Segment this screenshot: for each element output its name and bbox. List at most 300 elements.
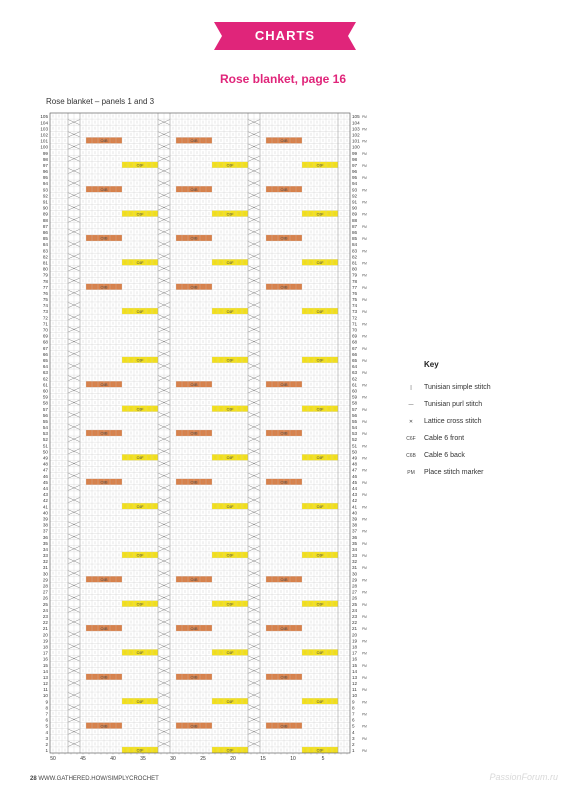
row-number-left: 58 <box>42 400 48 406</box>
row-number-right: 83 <box>352 248 358 254</box>
row-number-right: 71 <box>352 321 358 327</box>
cable-6-back-label: C6B <box>280 675 288 680</box>
row-number-left: 26 <box>42 595 48 601</box>
place-marker-label: PM <box>362 261 367 266</box>
row-number-right: 79 <box>352 272 358 278</box>
row-number-left: 49 <box>42 455 48 461</box>
row-number-right: 43 <box>352 492 358 498</box>
row-number-right: 85 <box>352 236 358 242</box>
banner-title: CHARTS <box>254 28 316 43</box>
cable-6-back-label: C6B <box>190 139 198 144</box>
cable-6-front-label: C6F <box>136 358 144 363</box>
row-number-right: 58 <box>352 400 358 406</box>
place-marker-label: PM <box>362 554 367 559</box>
row-number-left: 101 <box>40 138 48 144</box>
row-number-left: 3 <box>45 735 48 741</box>
row-number-left: 77 <box>42 284 48 290</box>
row-number-left: 71 <box>42 321 48 327</box>
row-number-left: 80 <box>42 266 48 272</box>
row-number-right: 11 <box>352 687 357 693</box>
key-title: Key <box>424 360 439 369</box>
cable-6-front-label: C6F <box>136 309 144 314</box>
key-label: Tunisian simple stitch <box>424 384 491 391</box>
cable-6-front-label: C6F <box>316 651 324 656</box>
row-number-right: 64 <box>352 364 358 370</box>
cable-6-back-label: C6B <box>280 187 288 192</box>
place-marker-label: PM <box>362 444 367 449</box>
row-number-right: 102 <box>352 132 360 138</box>
row-number-left: 41 <box>42 504 48 510</box>
cable-6-front-label: C6F <box>226 407 234 412</box>
row-number-left: 31 <box>42 565 48 571</box>
place-marker-label: PM <box>362 237 367 242</box>
row-number-right: 20 <box>352 632 358 638</box>
cable-6-back-label: C6B <box>280 578 288 583</box>
cable-6-back-label: C6B <box>190 626 198 631</box>
place-marker-label: PM <box>362 395 367 400</box>
place-marker-label: PM <box>362 200 367 205</box>
row-number-left: 39 <box>42 516 48 522</box>
row-number-left: 96 <box>42 169 48 175</box>
row-number-left: 78 <box>42 278 48 284</box>
cable-6-back-label: C6B <box>100 382 108 387</box>
place-marker-label: PM <box>362 334 367 339</box>
row-number-right: 55 <box>352 418 358 424</box>
row-number-right: 81 <box>352 260 358 266</box>
cable-6-front-label: C6F <box>316 504 324 509</box>
row-number-left: 36 <box>42 534 48 540</box>
row-number-left: 27 <box>42 589 48 595</box>
cable-6-front-label: C6F <box>226 212 234 217</box>
row-number-left: 19 <box>42 638 48 644</box>
row-number-right: 19 <box>352 638 358 644</box>
place-marker-label: PM <box>362 651 367 656</box>
cable-6-front-label: C6F <box>316 456 324 461</box>
row-number-left: 9 <box>45 699 48 705</box>
cable-6-front-label: C6F <box>226 651 234 656</box>
cable-6-back-label: C6B <box>190 724 198 729</box>
place-marker-label: PM <box>362 590 367 595</box>
row-number-left: 84 <box>42 242 48 248</box>
row-number-left: 61 <box>42 382 48 388</box>
place-marker-label: PM <box>362 663 367 668</box>
row-number-left: 30 <box>42 571 48 577</box>
bottom-axis-label: 5 <box>321 756 325 762</box>
cable-6-front-label: C6F <box>226 748 234 753</box>
row-number-left: 66 <box>42 351 48 357</box>
row-number-left: 46 <box>42 473 48 479</box>
row-number-left: 73 <box>42 309 48 315</box>
bottom-axis-label: 15 <box>260 756 266 762</box>
bottom-axis-label: 50 <box>50 756 56 762</box>
row-number-right: 25 <box>352 601 358 607</box>
key-item-pm <box>400 464 560 481</box>
row-number-right: 100 <box>352 144 360 150</box>
row-number-right: 30 <box>352 571 358 577</box>
cable-6-back-label: C6B <box>280 724 288 729</box>
cable-6-front-label: C6F <box>316 699 324 704</box>
row-number-left: 47 <box>42 467 48 473</box>
row-number-left: 2 <box>45 742 48 748</box>
row-number-left: 45 <box>42 479 48 485</box>
row-number-left: 81 <box>42 260 48 266</box>
row-number-right: 39 <box>352 516 358 522</box>
place-marker-label: PM <box>362 517 367 522</box>
row-number-right: 46 <box>352 473 358 479</box>
row-number-right: 10 <box>352 693 358 699</box>
key-item-c6b <box>400 447 560 464</box>
row-number-right: 104 <box>352 120 360 126</box>
row-number-left: 32 <box>42 559 48 565</box>
row-number-left: 83 <box>42 248 48 254</box>
place-marker-label: PM <box>362 529 367 534</box>
place-marker-label: PM <box>362 212 367 217</box>
cable-6-front-label: C6F <box>226 309 234 314</box>
place-marker-label: PM <box>362 639 367 644</box>
place-marker-label: PM <box>362 456 367 461</box>
bottom-axis-label: 30 <box>170 756 176 762</box>
row-number-right: 56 <box>352 412 358 418</box>
row-number-left: 29 <box>42 577 48 583</box>
key-item-lattice <box>400 413 560 430</box>
row-number-left: 18 <box>42 644 48 650</box>
cable-6-front-label: C6F <box>136 602 144 607</box>
cable-6-back-label: C6B <box>100 626 108 631</box>
place-marker-label: PM <box>362 285 367 290</box>
place-marker-label: PM <box>362 688 367 693</box>
row-number-left: 98 <box>42 156 48 162</box>
place-marker-label: PM <box>362 310 367 315</box>
row-number-left: 37 <box>42 528 48 534</box>
cable-6-back-label: C6B <box>280 480 288 485</box>
cable-6-back-label: C6B <box>280 285 288 290</box>
cable-6-front-label: C6F <box>226 553 234 558</box>
cable-6-front-label: C6F <box>136 163 144 168</box>
row-number-right: 6 <box>352 717 355 723</box>
cable-6-back-label: C6B <box>100 236 108 241</box>
row-number-right: 18 <box>352 644 358 650</box>
row-number-left: 7 <box>45 711 48 717</box>
key-label: Cable 6 front <box>424 435 465 442</box>
place-marker-label: PM <box>362 322 367 327</box>
row-number-right: 76 <box>352 290 358 296</box>
row-number-right: 61 <box>352 382 358 388</box>
lattice-cross-icon: ✕ <box>408 418 414 425</box>
tss-symbol-icon: | <box>410 384 412 391</box>
footer-url[interactable]: WWW.GATHERED.HOW/SIMPLYCROCHET <box>38 776 159 782</box>
row-number-left: 14 <box>42 668 48 674</box>
row-number-right: 92 <box>352 193 358 199</box>
place-marker-label: PM <box>362 188 367 193</box>
row-number-left: 54 <box>42 425 48 431</box>
row-number-right: 69 <box>352 333 358 339</box>
cable-6-front-label: C6F <box>316 602 324 607</box>
place-marker-label: PM <box>362 432 367 437</box>
row-number-right: 51 <box>352 443 358 449</box>
row-number-left: 59 <box>42 394 48 400</box>
row-number-left: 85 <box>42 236 48 242</box>
cable-6-back-label: C6B <box>100 285 108 290</box>
row-number-left: 87 <box>42 223 48 229</box>
page-number: 28 <box>30 776 37 782</box>
row-number-right: 91 <box>352 199 358 205</box>
row-number-right: 36 <box>352 534 358 540</box>
row-number-left: 24 <box>42 607 48 613</box>
row-number-left: 67 <box>42 345 48 351</box>
row-number-right: 77 <box>352 284 358 290</box>
key-item-tps <box>400 396 560 413</box>
row-number-right: 101 <box>352 138 360 144</box>
place-marker-label: PM <box>362 224 367 229</box>
row-number-left: 91 <box>42 199 48 205</box>
row-number-right: 31 <box>352 565 358 571</box>
row-number-right: 12 <box>352 681 358 687</box>
place-marker-label: PM <box>362 249 367 254</box>
page-footer <box>30 776 159 782</box>
row-number-left: 51 <box>42 443 48 449</box>
row-number-right: 60 <box>352 388 358 394</box>
cable-6-back-label: C6B <box>190 675 198 680</box>
row-number-left: 38 <box>42 522 48 528</box>
row-number-left: 34 <box>42 546 48 552</box>
row-number-right: 13 <box>352 674 358 680</box>
row-number-left: 69 <box>42 333 48 339</box>
c6f-symbol: C6F <box>406 435 416 442</box>
row-number-left: 8 <box>45 705 48 711</box>
row-number-right: 97 <box>352 162 358 168</box>
row-number-right: 86 <box>352 230 358 236</box>
row-number-left: 105 <box>40 114 48 120</box>
cable-6-back-label: C6B <box>100 139 108 144</box>
row-number-right: 96 <box>352 169 358 175</box>
cable-6-front-label: C6F <box>136 553 144 558</box>
chart-key <box>400 360 560 481</box>
place-marker-label: PM <box>362 407 367 412</box>
row-number-left: 15 <box>42 662 48 668</box>
row-number-right: 45 <box>352 479 358 485</box>
row-number-right: 94 <box>352 181 358 187</box>
row-number-right: 99 <box>352 150 358 156</box>
cable-6-front-label: C6F <box>226 163 234 168</box>
row-number-right: 4 <box>352 729 355 735</box>
row-number-right: 88 <box>352 217 358 223</box>
cable-6-front-label: C6F <box>316 163 324 168</box>
row-number-right: 78 <box>352 278 358 284</box>
page-subtitle: Rose blanket, page 16 <box>219 72 347 86</box>
row-number-left: 89 <box>42 211 48 217</box>
cable-6-back-label: C6B <box>190 236 198 241</box>
place-marker-label: PM <box>362 468 367 473</box>
cable-6-back-label: C6B <box>100 187 108 192</box>
row-number-left: 70 <box>42 327 48 333</box>
row-number-right: 93 <box>352 187 358 193</box>
row-number-left: 40 <box>42 510 48 516</box>
row-number-left: 97 <box>42 162 48 168</box>
key-label: Place stitch marker <box>424 469 484 476</box>
key-item-tss <box>400 379 560 396</box>
place-marker-label: PM <box>362 627 367 632</box>
c6b-symbol: C6B <box>406 452 416 459</box>
row-number-right: 80 <box>352 266 358 272</box>
row-number-right: 1 <box>352 748 355 754</box>
row-number-left: 52 <box>42 437 48 443</box>
row-number-right: 40 <box>352 510 358 516</box>
cable-6-front-label: C6F <box>226 358 234 363</box>
place-marker-label: PM <box>362 139 367 144</box>
cable-6-front-label: C6F <box>316 748 324 753</box>
row-number-right: 63 <box>352 370 358 376</box>
row-number-right: 105 <box>352 114 360 120</box>
cable-6-back-label: C6B <box>190 431 198 436</box>
row-number-right: 34 <box>352 546 358 552</box>
tps-symbol-icon: — <box>408 401 414 408</box>
cable-6-back-label: C6B <box>100 431 108 436</box>
row-number-right: 21 <box>352 626 358 632</box>
cable-6-back-label: C6B <box>100 724 108 729</box>
row-number-left: 104 <box>40 120 48 126</box>
row-number-right: 73 <box>352 309 358 315</box>
row-number-right: 59 <box>352 394 358 400</box>
cable-6-back-label: C6B <box>280 431 288 436</box>
watermark: PassionForum.ru <box>489 772 558 782</box>
cable-6-front-label: C6F <box>136 651 144 656</box>
row-number-right: 72 <box>352 315 358 321</box>
cable-6-front-label: C6F <box>316 407 324 412</box>
row-number-right: 49 <box>352 455 358 461</box>
row-number-left: 10 <box>42 693 48 699</box>
row-number-right: 48 <box>352 461 358 467</box>
cable-6-front-label: C6F <box>316 553 324 558</box>
row-number-right: 90 <box>352 205 358 211</box>
row-number-right: 68 <box>352 339 358 345</box>
row-number-left: 4 <box>45 729 48 735</box>
row-number-right: 74 <box>352 303 358 309</box>
key-item-c6f <box>400 430 560 447</box>
cable-6-front-label: C6F <box>136 456 144 461</box>
row-number-left: 60 <box>42 388 48 394</box>
row-number-left: 33 <box>42 553 48 559</box>
cable-6-front-label: C6F <box>136 407 144 412</box>
row-number-left: 16 <box>42 656 48 662</box>
row-number-right: 7 <box>352 711 355 717</box>
row-number-right: 32 <box>352 559 358 565</box>
row-number-right: 52 <box>352 437 358 443</box>
row-number-right: 54 <box>352 425 358 431</box>
cable-6-front-label: C6F <box>136 748 144 753</box>
bottom-axis-label: 45 <box>80 756 86 762</box>
row-number-left: 44 <box>42 486 48 492</box>
row-number-right: 17 <box>352 650 358 656</box>
row-number-left: 94 <box>42 181 48 187</box>
row-number-right: 15 <box>352 662 358 668</box>
row-number-left: 56 <box>42 412 48 418</box>
row-number-right: 57 <box>352 406 358 412</box>
pm-symbol: PM <box>407 469 415 476</box>
row-number-right: 23 <box>352 614 358 620</box>
row-number-left: 82 <box>42 254 48 260</box>
row-number-right: 95 <box>352 175 358 181</box>
row-number-left: 12 <box>42 681 48 687</box>
cable-6-front-label: C6F <box>316 212 324 217</box>
key-label: Cable 6 back <box>424 452 465 459</box>
row-number-right: 8 <box>352 705 355 711</box>
place-marker-label: PM <box>362 115 367 120</box>
row-number-right: 62 <box>352 376 358 382</box>
row-number-left: 99 <box>42 150 48 156</box>
row-number-right: 84 <box>352 242 358 248</box>
place-marker-label: PM <box>362 419 367 424</box>
row-number-right: 103 <box>352 126 360 132</box>
bottom-axis-label: 10 <box>290 756 296 762</box>
cable-6-back-label: C6B <box>190 285 198 290</box>
bottom-axis-label: 40 <box>110 756 116 762</box>
place-marker-label: PM <box>362 675 367 680</box>
place-marker-label: PM <box>362 359 367 364</box>
row-number-right: 53 <box>352 431 358 437</box>
cable-6-back-label: C6B <box>190 578 198 583</box>
row-number-right: 50 <box>352 449 358 455</box>
cable-6-front-label: C6F <box>226 699 234 704</box>
cable-6-front-label: C6F <box>226 602 234 607</box>
place-marker-label: PM <box>362 163 367 168</box>
place-marker-label: PM <box>362 371 367 376</box>
place-marker-label: PM <box>362 480 367 485</box>
cable-6-front-label: C6F <box>136 212 144 217</box>
row-number-left: 57 <box>42 406 48 412</box>
row-number-right: 3 <box>352 735 355 741</box>
row-number-right: 82 <box>352 254 358 260</box>
row-number-right: 41 <box>352 504 358 510</box>
row-number-left: 102 <box>40 132 48 138</box>
bottom-axis-label: 25 <box>200 756 206 762</box>
row-number-right: 27 <box>352 589 358 595</box>
row-number-right: 5 <box>352 723 355 729</box>
row-number-right: 98 <box>352 156 358 162</box>
row-number-left: 76 <box>42 290 48 296</box>
cable-6-back-label: C6B <box>190 187 198 192</box>
cable-6-back-label: C6B <box>100 578 108 583</box>
cable-6-back-label: C6B <box>100 480 108 485</box>
row-number-right: 70 <box>352 327 358 333</box>
place-marker-label: PM <box>362 505 367 510</box>
row-number-left: 53 <box>42 431 48 437</box>
row-number-left: 28 <box>42 583 48 589</box>
row-number-right: 37 <box>352 528 358 534</box>
row-number-left: 42 <box>42 498 48 504</box>
cable-6-front-label: C6F <box>136 261 144 266</box>
row-number-right: 28 <box>352 583 358 589</box>
row-number-right: 42 <box>352 498 358 504</box>
place-marker-label: PM <box>362 346 367 351</box>
cable-6-back-label: C6B <box>280 626 288 631</box>
row-number-right: 16 <box>352 656 358 662</box>
bottom-axis-label: 20 <box>230 756 236 762</box>
bottom-axis-label: 35 <box>140 756 146 762</box>
place-marker-label: PM <box>362 298 367 303</box>
row-number-left: 1 <box>45 748 48 754</box>
row-number-left: 6 <box>45 717 48 723</box>
row-number-left: 64 <box>42 364 48 370</box>
row-number-left: 23 <box>42 614 48 620</box>
row-number-left: 25 <box>42 601 48 607</box>
row-number-left: 17 <box>42 650 48 656</box>
cable-6-front-label: C6F <box>136 699 144 704</box>
row-number-left: 79 <box>42 272 48 278</box>
row-number-left: 62 <box>42 376 48 382</box>
row-number-left: 103 <box>40 126 48 132</box>
cable-6-front-label: C6F <box>226 261 234 266</box>
row-number-right: 67 <box>352 345 358 351</box>
